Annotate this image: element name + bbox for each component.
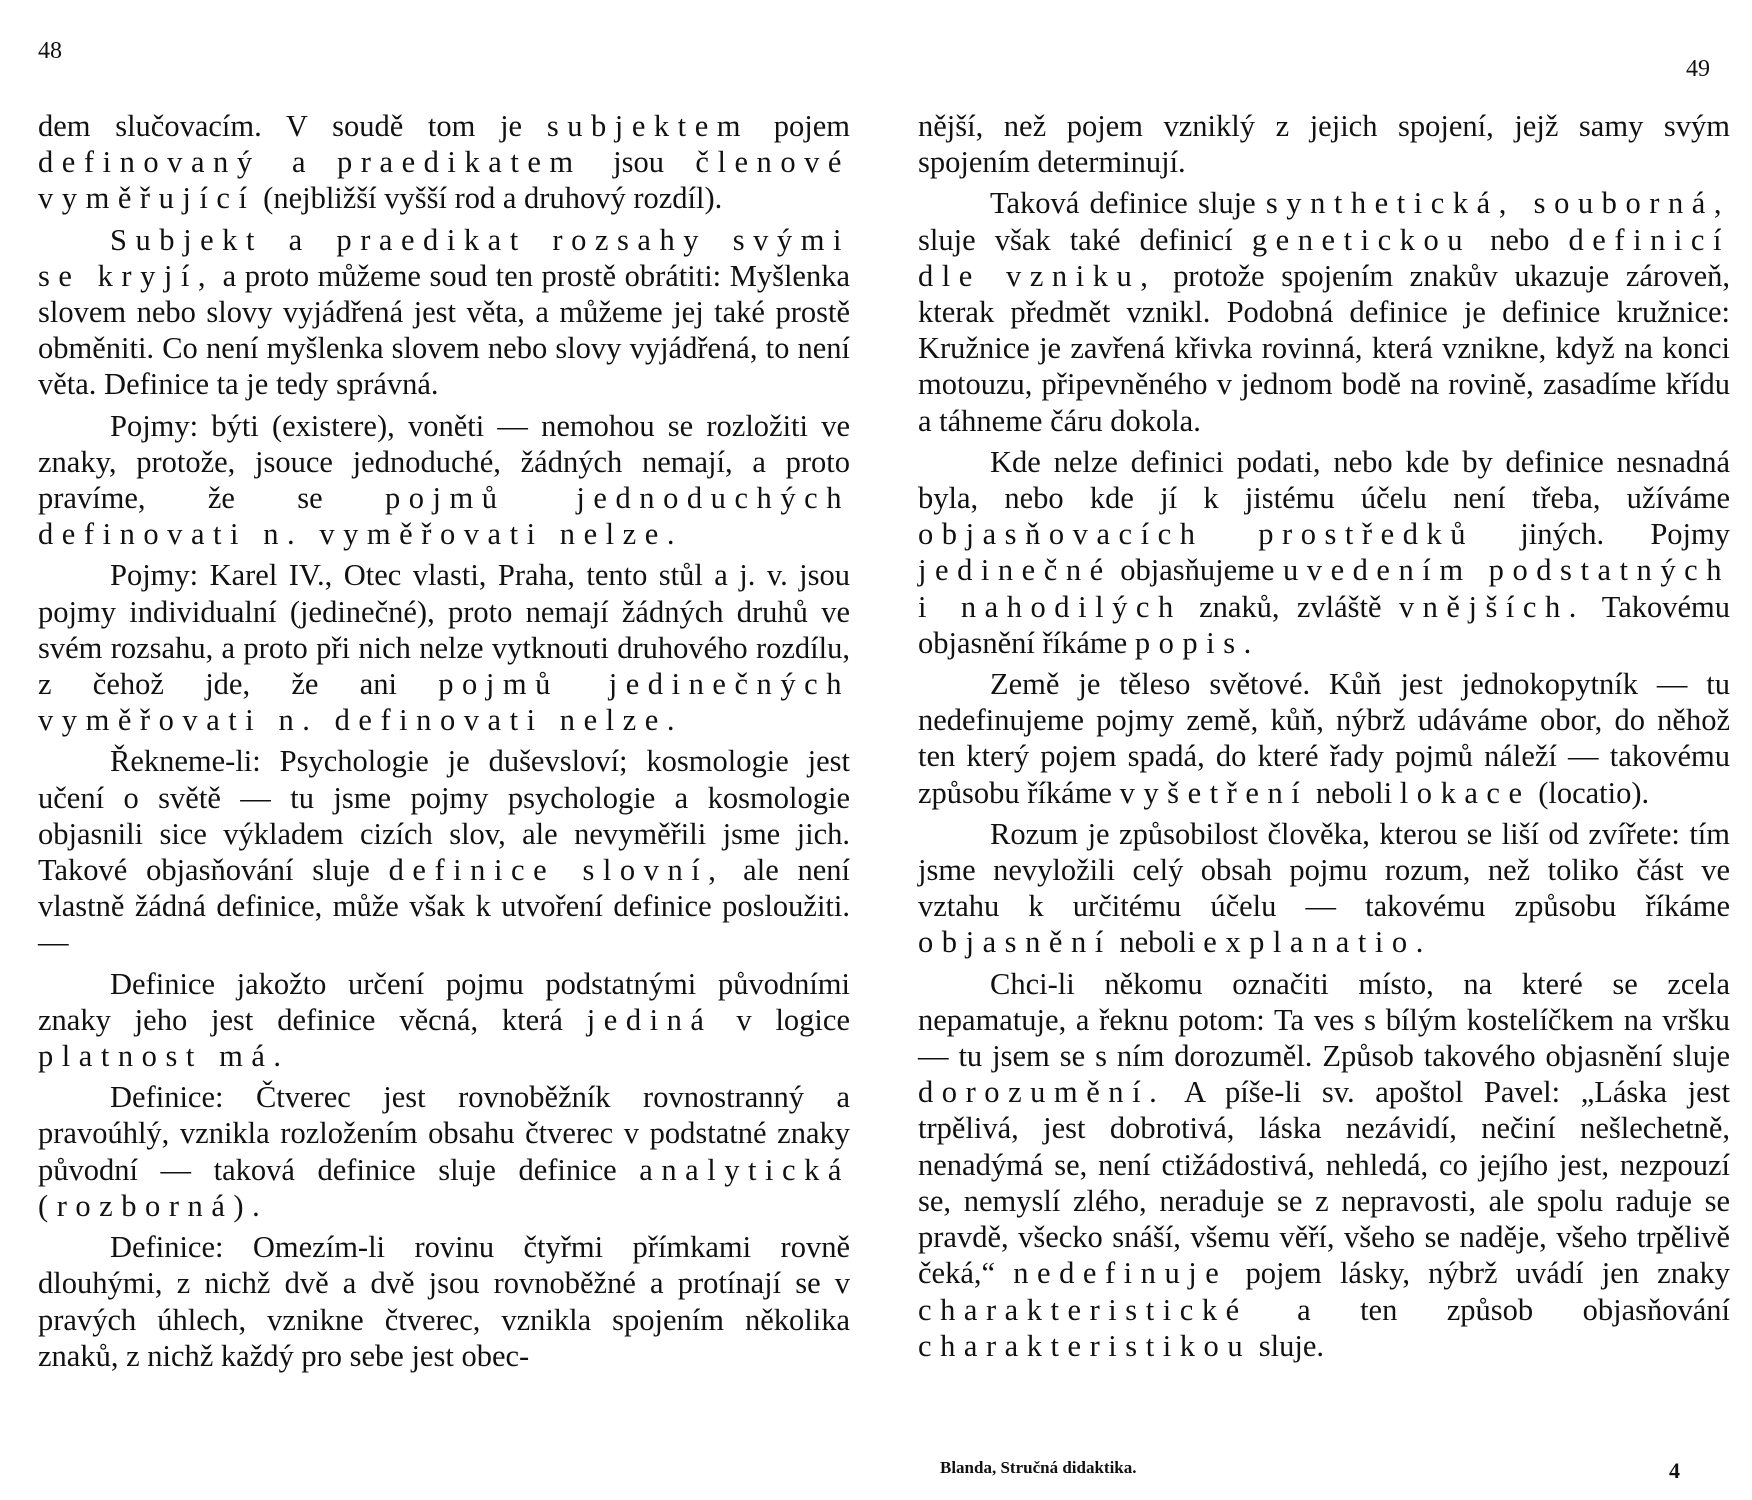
text-run: Kde nelze definici podati, nebo kde by definice nesnadná byla, nebo kde jí k jistému účelu není třeba, užíváme [918, 444, 1730, 516]
paragraph [38, 108, 850, 217]
spaced-emphasis: charakteristikou [918, 1328, 1252, 1363]
paragraph [38, 408, 850, 553]
paragraph [918, 816, 1730, 961]
paragraph [38, 1229, 850, 1374]
paragraph [918, 966, 1730, 1364]
paragraph [918, 185, 1730, 438]
text-run: ale není vlastně žádná definice, může však k utvoření definice posloužiti. — [38, 853, 850, 960]
text-run: protože spojením znakův ukazuje zároveň, kterak předmět vznikl. Podobná definice je definice kružnice: Kružnice je zavřená křivka rovinná, která vznikne, když na konci motouzu, připevněného v jednom bodě na rovině, zasadíme křídu a táhneme čáru dokola. [918, 258, 1730, 438]
spaced-emphasis: objasňovacích prostředků [918, 517, 1475, 552]
text-run: Země je těleso světové. Kůň jest jednokopytník — tu nedefinujeme pojmy země, kůň, nýbrž udáváme obor, do něhož ten který pojem spadá, do které řady pojmů náleží — takovému způsobu říkáme [918, 667, 1730, 810]
spaced-emphasis: pojmů jednoduchých definovati n. vyměřovati nelze. [38, 481, 850, 552]
right-page-number: 49 [1686, 56, 1710, 82]
text-run: a [260, 145, 337, 180]
text-run: a ten způsob objasňování [1247, 1292, 1730, 1327]
spaced-emphasis: nedefinuje [1013, 1256, 1228, 1291]
text-run: Řekneme-li: Psychologie je duševsloví; kosmologie jest učení o světě — tu jsme pojmy psychologie a kosmologie objasnili sice výkladem cizích slov, ale nevyměřili jsme jich. Takové objasňování sluje [38, 744, 850, 888]
spaced-emphasis: vnějších. [1398, 589, 1585, 624]
text-run: Pojmy: Karel IV., Otec vlasti, Praha, tento stůl a j. v. jsou pojmy individualní (jedinečné), proto nemají žádných druhů ve svém rozsahu, a proto při nich nelze vytknouti druhového rozdílu, z čehož jde, že ani [38, 558, 850, 702]
spaced-emphasis: genetickou [1251, 222, 1472, 257]
text-run: sluje. [1251, 1328, 1324, 1363]
text-run: (locatio). [1530, 775, 1650, 810]
spaced-emphasis: definovaný [38, 145, 261, 180]
spaced-emphasis: praedikatem [337, 145, 582, 180]
text-run: A píše-li sv. apoštol Pavel: „Láska jest trpělivá, jest dobrotivá, láska nezávidí, nečiní nešlechetně, nenadýmá se, není ctižádostivá, nehledá, co jejího jest, nezpouzí se, nemyslí zlého, neraduje se z nepravosti, ale spolu raduje se pravdě, všecko snáší, všemu věří, všeho se naděje, všeho trpělivě čeká,“ [918, 1075, 1730, 1291]
text-run: Rozum je způsobilost člověka, kterou se liší od zvířete: tím jsme nevyložili celý obsah pojmu rozum, než toliko část ve vztahu k určitému účelu — takovému způsobu říkáme [918, 816, 1730, 924]
text-run: znaků, zvláště [1181, 589, 1399, 624]
spaced-emphasis: subjektem [546, 109, 750, 143]
running-footer: Blanda, Stručná didaktika. [940, 1458, 1137, 1477]
spaced-emphasis: dorozumění. [918, 1075, 1166, 1110]
text-run: (nejbližší vyšší rod a druhový rozdíl). [255, 181, 723, 216]
paragraph [918, 444, 1730, 661]
text-run: objasňujeme [1111, 553, 1283, 588]
text-run: Taková definice sluje [990, 186, 1266, 221]
page-footer [940, 1458, 1680, 1484]
text-run: v logice [712, 1002, 850, 1037]
paragraph [38, 743, 850, 960]
spaced-emphasis: charakteristické [918, 1292, 1248, 1327]
spaced-emphasis: jedinečné [918, 553, 1112, 588]
paragraph [918, 108, 1730, 180]
paragraph [38, 557, 850, 738]
text-run: Takovému objasnění říkáme [918, 589, 1730, 660]
spaced-emphasis: definicí dle vzniku, [918, 222, 1730, 293]
left-page-number: 48 [38, 38, 62, 64]
text-run: nější, než pojem vzniklý z jejich spojení, jejž samy svým spojením determinují. [918, 109, 1730, 180]
paragraph [38, 966, 850, 1075]
text-run: Chci-li někomu označiti místo, na které se zcela nepamatuje, a řeknu potom: Ta ves s bílým kostelíčkem na vršku — tu jsem se s ním dorozuměl. Způsob takového objasnění sluje [918, 966, 1730, 1074]
spaced-emphasis: uvedením podstatných i nahodilých [918, 553, 1731, 624]
text-run: Definice: Omezím-li rovinu čtyřmi přímkami rovně dlouhými, z nichž dvě a dvě jsou rovnoběžné a protínají se v pravých úhlech, vznikne čtverec, vznikla spojením několika znaků, z nichž každý pro sebe jest obec- [38, 1230, 850, 1373]
paragraph [918, 666, 1730, 811]
spaced-emphasis: vyšetření [1119, 775, 1309, 810]
spaced-emphasis: objasnění [918, 925, 1112, 960]
spaced-emphasis: analytická (rozborná). [38, 1152, 850, 1223]
text-run: dem slučovacím. V soudě tom je [38, 109, 547, 143]
left-page-text [38, 108, 850, 1374]
text-run: a proto můžeme soud ten prostě obrátiti: Myšlenka slovem nebo slovy vyjádřená jest věta, a můžeme jej také prostě obměniti. Co není myšlenka slovem nebo slovy vyjádřená, to není věta. Definice ta je tedy správná. [38, 258, 851, 402]
spaced-emphasis: platnost má. [38, 1039, 290, 1074]
right-page-text [918, 108, 1730, 1364]
spaced-emphasis: popis. [1134, 625, 1260, 660]
spaced-emphasis: definice slovní, [388, 853, 725, 888]
text-run: neboli [1111, 925, 1204, 960]
text-run: Pojmy: býti (existere), voněti — nemohou se rozložiti ve znaky, protože, jsouce jednoduché, žádných nemají, a proto pravíme, že se [38, 408, 850, 516]
text-run: Definice: Čtverec jest rovnoběžník rovnostranný a pravoúhlý, vznikla rozložením obsahu čtverec v podstatné znaky původní — taková definice sluje definice [38, 1080, 850, 1187]
spaced-emphasis: lokace [1399, 775, 1531, 810]
signature-mark: 4 [1669, 1458, 1680, 1483]
spaced-emphasis: členové vyměřující [38, 145, 850, 216]
spaced-emphasis: pojmů jedinečných vyměřovati n. definovati nelze. [38, 667, 850, 738]
text-run: jiných. Pojmy [1474, 517, 1730, 552]
text-run: jsou [581, 145, 696, 180]
text-run: nebo [1471, 222, 1569, 257]
spaced-emphasis: synthetická, souborná, [1265, 186, 1730, 221]
spaced-emphasis: jediná [586, 1002, 713, 1037]
paragraph [38, 222, 850, 403]
text-run: neboli [1308, 775, 1400, 810]
spaced-emphasis: Subjekt a praedikat rozsahy svými se kryjí, [38, 222, 850, 293]
text-run: sluje však také definicí [918, 222, 1252, 257]
text-run: Definice jakožto určení pojmu podstatnými původními znaky jeho jest definice věcná, která [38, 966, 850, 1037]
text-run: pojem [749, 109, 850, 143]
spaced-emphasis: explanatio. [1203, 925, 1432, 960]
paragraph [38, 1079, 850, 1224]
text-run: pojem lásky, nýbrž uvádí jen znaky [1227, 1256, 1730, 1291]
